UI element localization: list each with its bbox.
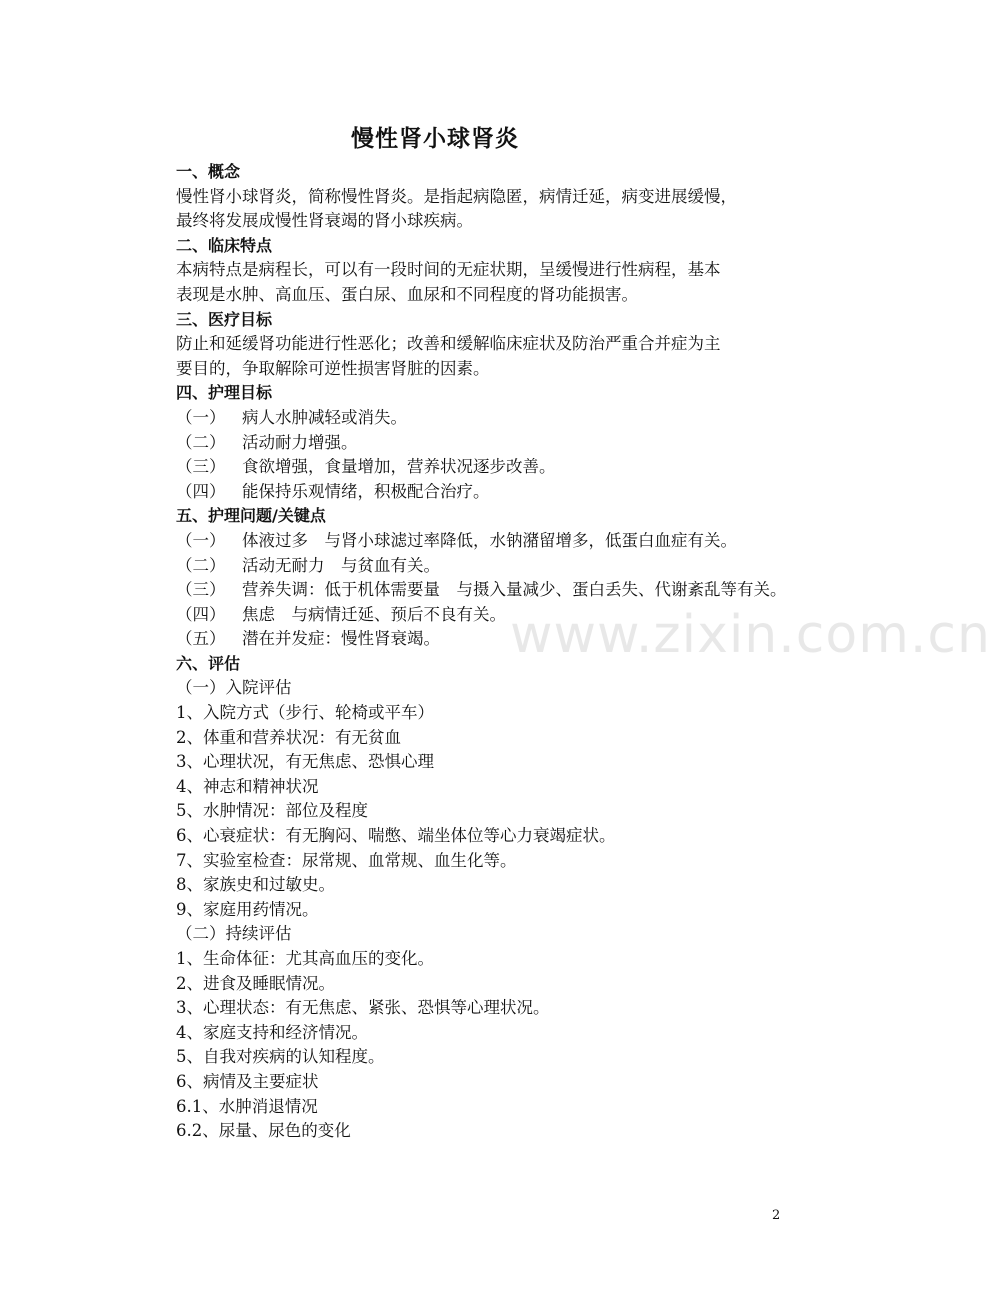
section-heading-clinical: 二、临床特点 [176, 235, 273, 255]
assessment-item: 6.2、尿量、尿色的变化 [176, 1121, 351, 1141]
assessment-item: 2、进食及睡眠情况。 [176, 973, 335, 993]
assessment-item: 7、实验室检查：尿常规、血常规、血生化等。 [176, 850, 517, 870]
list-item-number: （三） [176, 580, 226, 600]
assessment-item: 6、心衰症状：有无胸闷、喘憋、端坐体位等心力衰竭症状。 [176, 826, 616, 846]
assessment-item: 6.1、水肿消退情况 [176, 1096, 318, 1116]
paragraph-line: 本病特点是病程长，可以有一段时间的无症状期，呈缓慢进行性病程，基本 [176, 260, 721, 280]
list-item-text: 焦虑 与病情迁延、预后不良有关。 [242, 604, 506, 624]
list-item [176, 529, 796, 554]
list-item [176, 480, 796, 505]
list-item-text: 体液过多 与肾小球滤过率降低，水钠潴留增多，低蛋白血症有关。 [242, 530, 737, 550]
list-item [176, 455, 796, 480]
list-item-number: （一） [176, 407, 226, 427]
assessment-item: 1、生命体征：尤其高血压的变化。 [176, 949, 434, 968]
list-item-number: （二） [176, 555, 226, 575]
section-heading-nursing-goals: 四、护理目标 [176, 383, 273, 403]
list-item [176, 554, 796, 579]
assessment-item: 2、体重和营养状况：有无贫血 [176, 727, 401, 747]
section-heading-nursing-problems: 五、护理问题/关键点 [176, 506, 326, 526]
assessment-item: 3、心理状态：有无焦虑、紧张、恐惧等心理状况。 [176, 998, 550, 1018]
subsection-title-admission: （一）入院评估 [176, 678, 292, 698]
list-item-number: （四） [176, 481, 226, 501]
list-item [176, 603, 796, 628]
list-item-number: （二） [176, 432, 226, 452]
paragraph-line: 最终将发展成慢性肾衰竭的肾小球疾病。 [176, 211, 473, 231]
list-item-text: 潜在并发症：慢性肾衰竭。 [242, 629, 440, 649]
document-title: 慢性肾小球肾炎 [351, 126, 519, 152]
assessment-item: 8、家族史和过敏史。 [176, 875, 335, 895]
list-item-text: 活动无耐力 与贫血有关。 [242, 555, 440, 575]
paragraph-line: 表现是水肿、高血压、蛋白尿、血尿和不同程度的肾功能损害。 [176, 284, 638, 304]
list-item-text: 能保持乐观情绪，积极配合治疗。 [242, 481, 490, 501]
document-body [176, 160, 796, 1144]
assessment-item: 5、自我对疾病的认知程度。 [176, 1047, 385, 1067]
list-item [176, 578, 796, 603]
assessment-item: 1、入院方式（步行、轮椅或平车） [176, 703, 434, 723]
list-item [176, 406, 796, 431]
list-item-text: 食欲增强，食量增加，营养状况逐步改善。 [242, 457, 556, 477]
list-item-number: （五） [176, 629, 226, 649]
section-heading-assessment: 六、评估 [176, 653, 241, 673]
assessment-item: 3、心理状况，有无焦虑、恐惧心理 [176, 752, 434, 772]
paragraph-line: 要目的，争取解除可逆性损害肾脏的因素。 [176, 358, 490, 378]
list-item-text: 病人水肿减轻或消失。 [242, 407, 407, 427]
paragraph-line: 慢性肾小球肾炎，简称慢性肾炎。是指起病隐匿，病情迁延，病变进展缓慢， [176, 186, 737, 206]
subsection-title-ongoing: （二）持续评估 [176, 924, 292, 944]
list-item-number: （四） [176, 604, 226, 624]
list-item [176, 627, 796, 652]
paragraph-line: 防止和延缓肾功能进行性恶化；改善和缓解临床症状及防治严重合并症为主 [176, 334, 721, 354]
list-item-number: （一） [176, 530, 226, 550]
assessment-item: 6、病情及主要症状 [176, 1071, 319, 1091]
section-heading-treatment: 三、医疗目标 [176, 309, 273, 329]
assessment-item: 4、神志和精神状况 [176, 776, 319, 796]
assessment-item: 4、家庭支持和经济情况。 [176, 1022, 368, 1042]
section-heading-concept: 一、概念 [176, 162, 241, 181]
watermark: www.zixin.com.cn [510, 605, 991, 665]
assessment-item: 5、水肿情况：部位及程度 [176, 801, 368, 821]
list-item-text: 营养失调：低于机体需要量 与摄入量减少、蛋白丢失、代谢紊乱等有关。 [242, 580, 787, 600]
page-number: 2 [772, 1208, 781, 1223]
list-item-text: 活动耐力增强。 [242, 432, 358, 452]
list-item [176, 431, 796, 456]
list-item-number: （三） [176, 457, 226, 477]
assessment-item: 9、家庭用药情况。 [176, 899, 319, 919]
